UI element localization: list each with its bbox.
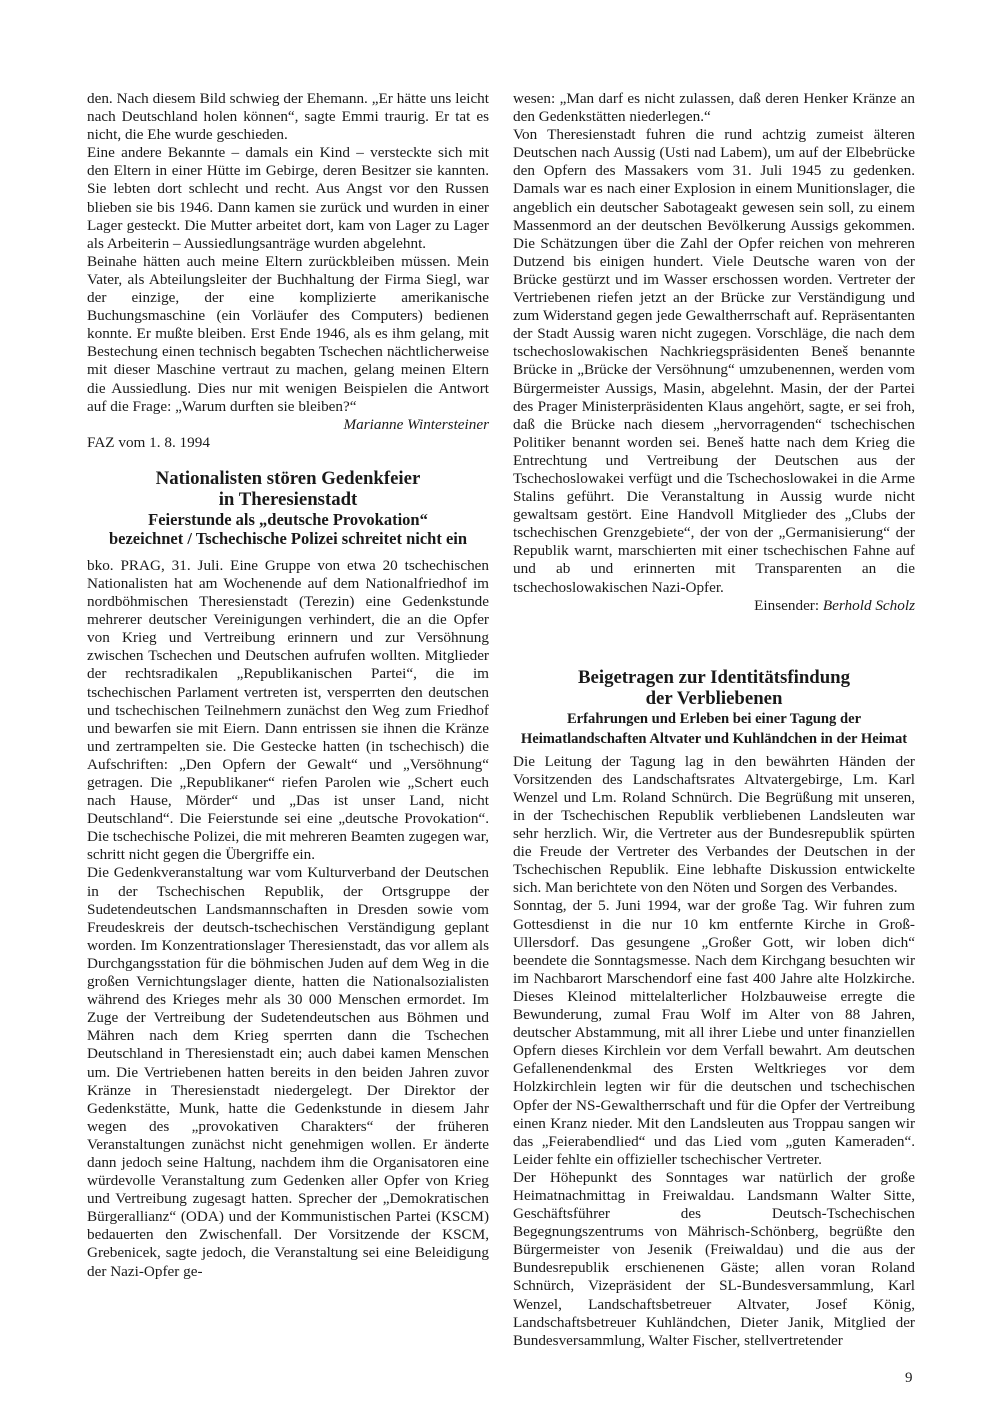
article2-title-line: der Verbliebenen [645,687,783,709]
article1-title-line: in Theresienstadt [218,488,358,510]
article2-subtitle-line: Heimatlandschaften Altvater und Kuhländchen in der Heimat [520,730,908,747]
article2-subtitle-line: Erfahrungen und Erleben bei einer Tagung der [566,710,862,727]
intro-paragraph: den. Nach diesem Bild schwieg der Ehemann. „Er hätte uns leicht nach Deutschland holen können“, sagte Emmi traurig. Er tat es nicht, die Ehe wurde geschieden. [87,90,489,144]
page-number: 9 [905,1370,913,1386]
intro-paragraph: Beinahe hätten auch meine Eltern zurückbleiben müssen. Mein Vater, als Abteilungsleiter der Buchhaltung der Firma Siegl, war der einzige, der eine komplizierte amerikanische Buchungsmaschine (ein Vorläufer des Computers) bedienen konnte. Er mußte bleiben. Erst Ende 1946, als es ihm gelang, mit Bestechung einen technisch begabten Tschechen nächtlicherweise mit dieser Maschine vertraut zu machen, gelang meinen Eltern die Aussiedlung. Dies nur mit wenigen Beispielen die Antwort auf die Frage: „Warum durften sie bleiben?“ [87,252,489,415]
left-column [87,90,489,1281]
intro-signature: Marianne Wintersteiner [343,415,489,433]
intro-paragraph: Eine andere Bekannte – damals ein Kind – versteckte sich mit den Eltern in einer Hütte im Gebirge, deren Besitzer sie kannten. Sie lebten dort schlecht und recht. Aus Angst vor den Russen blieben sie bis 1946. Dann kamen sie zurück und wurden in einer Lager gesteckt. Die Mutter arbeitet dort, kam von Lager zu Lager als Arbeiterin – Aussiedlungsanträge wurden abgelehnt. [87,144,489,252]
article1-subtitle-line: Feierstunde als „deutsche Provokation“ [148,509,428,529]
article1-continued-paragraph: Von Theresienstadt fuhren die rund achtzig zumeist älteren Deutschen nach Aussig (Usti nad Labem), um auf der Elbebrücke den Opfern des Massakers vom 31. Juli 1945 zu gedenken. Damals war es nach einer Explosion in einem Munitionslager, die angeblich ein deutscher Sabotageakt gewesen sein soll, zu einem Massenmord an der deutschen Bevölkerung Aussigs gekommen. Die Schätzungen über die Zahl der Opfer reichen von mehreren Dutzend bis einigen hundert. Viele Deutsche waren von der Brücke gestürzt und im Wasser erschossen worden. Vertreter der Vertriebenen riefen jetzt an der Brücke zur Verständigung und zum Widerstand gegen jede Gewaltherrschaft auf. Repräsentanten der Stadt Aussig waren nicht zugegen. Vorschläge, die nach dem tschechoslowakischen Nachkriegspräsidenten Beneš benannte Brücke in „Brücke der Versöhnung“ umzubenennen, werden vom Bürgermeister Aussigs, Masin, abgelehnt. Masin, der der Partei des Prager Ministerpräsidenten Klaus angehört, sagte, er sei froh, daß die Brücke nach diesem „hervorragenden“ tschechischen Politiker benannt worden sei. Beneš hatte nach dem Krieg die Entrechtung und Vertreibung der Deutschen aus der Tschechoslowakei verfügt und die Tschechoslowakei in die Arme Stalins geführt. Die Veranstaltung in Aussig wurde nicht gewaltsam gestört. Eine Handvoll Mitglieder des „Clubs der tschechischen Grenzgebiete“, der von der „Germanisierung“ der Republik warnt, marschierten mit einer tschechischen Fahne auf und ab und erinnerten mit Transparenten an die tschechoslowakischen Nazi-Opfer. [513,126,915,596]
sender-name: Berhold Scholz [822,596,915,614]
source-line: FAZ vom 1. 8. 1994 [87,433,210,451]
article1-subtitle-line: bezeichnet / Tschechische Polizei schreitet nicht ein [108,529,468,549]
article1-title-line: Nationalisten stören Gedenkfeier [155,467,421,489]
right-column [513,90,915,1350]
article1-heading [87,468,489,549]
article1-paragraph: Die Gedenkveranstaltung war vom Kulturverband der Deutschen in der Tschechischen Republik, der Ortsgruppe der Sudetendeutschen Landsmannschaften in Dresden sowie vom Freudeskreis der deutsch-tschechischen Verständigung geplant worden. Im Konzentrationslager Theresienstadt, das vor allem als Durchgangsstation für die böhmischen Juden auf dem Weg in die großen Vernichtungslager diente, hatten die Nationalsozialisten während des Krieges mehr als 30 000 Menschen ermordet. Im Zuge der Vertreibung der Sudetendeutschen aus Böhmen und Mähren nach dem Krieg sperrten dann die Tschechen Deutschland in Theresienstadt ein; auch dabei kamen Menschen um. Die Vertriebenen hatten bereits in den beiden Jahren zuvor Kränze in Theresienstadt niedergelegt. Der Direktor der Gedenkstätte, Munk, hatte die Gedenkstunde in diesem Jahr wegen des „provokativen Charakters“ der früheren Veranstaltungen zunächst nicht genehmigen wollen. Er änderte dann jedoch seine Haltung, nachdem ihm die Organisatoren eine würdevolle Veranstaltung zum Gedenken aller Opfer von Krieg und Vertreibung zugesagt hatten. Sprecher der „Demokratischen Bürgerallianz“ (ODA) und der Kommunistischen Partei (KSCM) bedauerten den Zwischenfall. Der Vorsitzende der KSCM, Grebenicek, sagte jedoch, die Veranstaltung sei eine Beleidigung der Nazi-Opfer ge- [87,864,489,1280]
article2-paragraph: Der Höhepunkt des Sonntages war natürlich der große Heimatnachmittag in Freiwaldau. Landsmann Walter Sitte, Geschäftsführer des Deutsch-Tschechischen Begegnungszentrums von Mährisch-Schönberg, begrüßte den Bürgermeister von Jesenik (Freiwaldau) und die aus der Bundesrepublik erschienenen Gäste; allen voran Roland Schnürch, Vizepräsident der SL-Bundesversammlung, Karl Wenzel, Landschaftsbetreuer Altvater, Josef König, Landschaftsbetreuer Kuhländchen, Dieter Janik, Mitglied der Bundesversammlung, Walter Fischer, stellvertretender [513,1168,915,1349]
article2-heading [513,667,915,749]
sender-label: Einsender: [754,596,823,614]
article1-continued-paragraph: wesen: „Man darf es nicht zulassen, daß deren Henker Kränze an den Gedenkstätten niederlegen.“ [513,90,915,126]
article2-paragraph: Sonntag, der 5. Juni 1994, war der große Tag. Wir fuhren zum Gottesdienst in die nur 10 km entfernte Kirche in Groß-Ullersdorf. Das gesungene „Großer Gott, wir loben dich“ beendete die Sonntagsmesse. Nach dem Kirchgang besuchten wir im Nachbarort Marschendorf eine fast 400 Jahre alte Holzkirche. Dieses Kleinod mittelalterlicher Holzbauweise erregte die Bewunderung, zumal Frau Wolf im Alter von 88 Jahren, deutscher Abstammung, mit all ihrer Liebe und unter finanziellen Opfern dieses Kirchlein vor dem Verfall bewahrt. Am deutschen Gefallenendenkmal des Ersten Weltkrieges vor dem Holzkirchlein legten wir für die deutschen und tschechischen Opfer der NS-Gewaltherrschaft und für die Opfer der Vertreibung einen Kranz nieder. Mit den Landsleuten aus Troppau sangen wir das „Feierabendlied“ und das Lied vom „guten Kameraden“. Leider fehlte ein offizieller tschechischer Vertreter. [513,897,915,1168]
sender-signature [513,597,915,615]
article2-paragraph: Die Leitung der Tagung lag in den bewährten Händen der Vorsitzenden des Landschaftsrates Altvatergebirge, Lm. Karl Wenzel und Lm. Roland Schnürch. Die Begrüßung mit unseren, in der Tschechischen Republik verbliebenen Landsleuten war sehr herzlich. Wir, die Vertreter aus der Bundesrepublik spürten die Freude der Vertreter des Verbandes der Deutschen in der Tschechischen Republik. Eine lebhafte Diskussion entwickelte sich. Man berichtete von den Nöten und Sorgen des Verbandes. [513,752,915,897]
article1-paragraph: bko. PRAG, 31. Juli. Eine Gruppe von etwa 20 tschechischen Nationalisten hat am Wochenende auf dem Nationalfriedhof im nordböhmischen Theresienstadt (Terezin) eine Gedenkstunde mehrerer deutscher Vereinigungen verhindert, die an die Opfer von Krieg und Vertreibung erinnern und zur Versöhnung zwischen Tschechen und Deutschen aufrufen wollten. Mitglieder der rechtsradikalen „Republikanischen Partei“, die im tschechischen Parlament vertreten ist, versperrten den deutschen und tschechischen Teilnehmern zunächst den Weg zum Friedhof und bewarfen sie mit Eiern. Dann entrissen sie ihnen die Kränze und zertrampelten sie. Die Gestecke hatten (in tschechisch) die Aufschriften: „Den Opfern der Gewalt“ und „Versöhnung“ getragen. Die „Republikaner“ riefen Parolen wie „Schert euch nach Hause, Mörder“ und „Das ist unser Land, nicht Deutschland“. Die Feierstunde sei eine „deutsche Provokation“. Die tschechische Polizei, die mit mehreren Beamten zugegen war, schritt nicht gegen die Übergriffe ein. [87,556,489,864]
article2-title-line: Beigetragen zur Identitätsfindung [578,666,850,688]
